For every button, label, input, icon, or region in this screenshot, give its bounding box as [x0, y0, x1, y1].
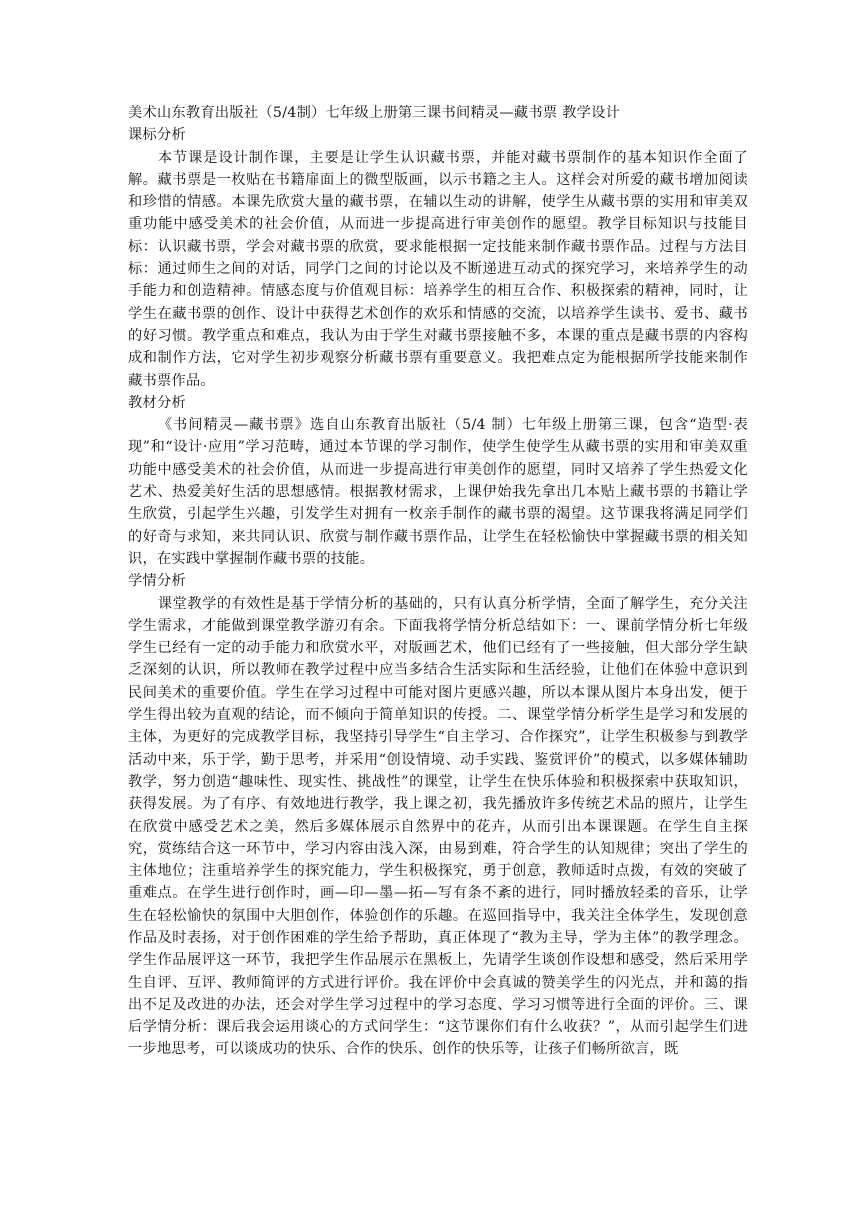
document-title: 美术山东教育出版社（5/4制）七年级上册第三课书间精灵—藏书票 教学设计: [128, 105, 621, 121]
section-paragraph-curriculum-standard-analysis: 本节课是设计制作课，主要是让学生认识藏书票，并能对藏书票制作的基本知识作全面了解。藏书票是一枚贴在书籍扉面上的微型版画，以示书籍之主人。这样会对所爱的藏书增加阅读和珍惜的情感。本课先欣赏大量的藏书票，在辅以生动的讲解，使学生从藏书票的实用和审美双重功能中感受美术的社会价值，从而进一步提高进行审美创作的愿望。教学目标知识与技能目标：认识藏书票，学会对藏书票的欣赏，要求能根据一定技能来制作藏书票作品。过程与方法目标：通过师生之间的对话，同学门之间的讨论以及不断递进互动式的探究学习，来培养学生的动手能力和创造精神。情感态度与价值观目标：培养学生的相互合作、积极探索的精神，同时，让学生在藏书票的创作、设计中获得艺术创作的欢乐和情感的交流，以培养学生读书、爱书、藏书的好习惯。教学重点和难点，我认为由于学生对藏书票接触不多，本课的重点是藏书票的内容构成和制作方法，它对学生初步观察分析藏书票有重要意义。我把难点定为能根据所学技能来制作藏书票作品。: [128, 149, 748, 389]
section-paragraph-textbook-analysis: 《书间精灵—藏书票》选自山东教育出版社（5/4 制）七年级上册第三课，包含“造型·表现”和“设计·应用”学习范畴，通过本节课的学习制作，使学生使学生从藏书票的实用和审美双重功能中感受美术的社会价值，从而进一步提高进行审美创作的愿望，同时又培养了学生热爱文化艺术、热爱美好生活的思想感情。根据教材需求，上课伊始我先拿出几本贴上藏书票的书籍让学生欣赏，引起学生兴趣，引发学生对拥有一枚亲手制作的藏书票的渴望。这节课我将满足同学们的好奇与求知，来共同认识、欣赏与制作藏书票作品，让学生在轻松愉快中掌握藏书票的相关知识，在实践中掌握制作藏书票的技能。: [128, 417, 748, 567]
section-heading-textbook-analysis: 教材分析: [128, 394, 186, 411]
section-heading-student-analysis: 学情分析: [128, 573, 186, 590]
section-paragraph-student-analysis: 课堂教学的有效性是基于学情分析的基础的，只有认真分析学情，全面了解学生，充分关注学生需求，才能做到课堂教学游刃有余。下面我将学情分析总结如下：一、课前学情分析七年级学生已经有一定的动手能力和欣赏水平，对版画艺术，他们已经有了一些接触，但大部分学生缺乏深刻的认识，所以教师在教学过程中应当多结合生活实际和生活经验，让他们在体验中意识到民间美术的重要价值。学生在学习过程中可能对图片更感兴趣，所以本课从图片本身出发，便于学生得出较为直观的结论，而不倾向于简单知识的传授。二、课堂学情分析学生是学习和发展的主体，为更好的完成教学目标，我坚持引导学生“自主学习、合作探究”，让学生积极参与到教学活动中来，乐于学，勤于思考，并采用“创设情境、动手实践、鉴赏评价”的模式，以多媒体辅助教学，努力创造“趣味性、现实性、挑战性”的课堂，让学生在快乐体验和积极探索中获取知识，获得发展。为了有序、有效地进行教学，我上课之初，我先播放许多传统艺术品的照片，让学生在欣赏中感受艺术之美，然后多媒体展示自然界中的花卉，从而引出本课课题。在学生自主探究，赏练结合这一环节中，学习内容由浅入深，由易到难，符合学生的认知规律；突出了学生的主体地位；注重培养学生的探究能力，学生积极探究，勇于创意，教师适时点拨，有效的突破了重难点。在学生进行创作时，画—印—墨—拓—写有条不紊的进行，同时播放轻柔的音乐，让学生在轻松愉快的氛围中大胆创作，体验创作的乐趣。在巡回指导中，我关注全体学生，发现创意作品及时表扬，对于创作困难的学生给予帮助，真正体现了“教为主导，学为主体”的教学理念。学生作品展评这一环节，我把学生作品展示在黑板上，先请学生谈创作设想和感受，然后采用学生自评、互评、教师简评的方式进行评价。我在评价中会真诚的赞美学生的闪光点，并和蔼的指出不足及改进的办法，还会对学生学习过程中的学习态度、学习习惯等进行全面的评价。三、课后学情分析：课后我会运用谈心的方式问学生：“这节课你们有什么收获？”，从而引起学生们进一步地思考，可以谈成功的快乐、合作的快乐、创作的快乐等，让孩子们畅所欲言，既: [128, 595, 748, 1058]
section-heading-curriculum-standard-analysis: 课标分析: [128, 127, 186, 144]
document-body: [128, 102, 748, 1061]
